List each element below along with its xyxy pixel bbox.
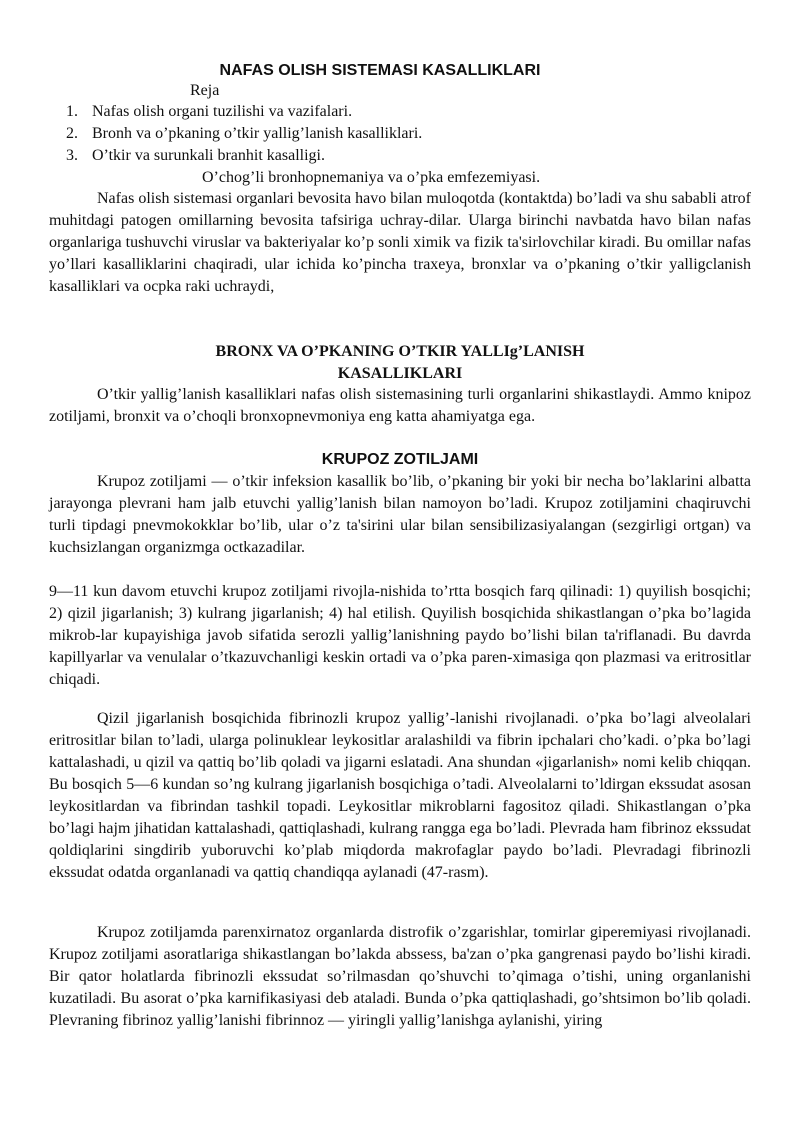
plan-item-number: 2. bbox=[66, 125, 78, 142]
plan-extra-text: O’chog’li bronhopnemaniya va o’pka emfezemiyasi. bbox=[202, 169, 541, 186]
plan-item-text: O’tkir va surunkali branhit kasalligi. bbox=[92, 147, 325, 164]
document-title-text: NAFAS OLISH SISTEMASI KASALLIKLARI bbox=[219, 62, 541, 79]
plan-item-text: Nafas olish organi tuzilishi va vazifalari. bbox=[92, 103, 353, 120]
plan-item bbox=[66, 145, 422, 167]
section2-paragraph-1: Krupoz zotiljami — o’tkir infeksion kasallik bo’lib, o’pkaning bir yoki bir necha bo’laklarini albatta jarayonga plevrani ham jalb etuvchi yallig’lanish bilan namoyon bo’ladi. Krupoz zotiljamini chaqiruvchi turli tipdagi pnevmokokklar bo’lib, ular o’z ta'sirini ular bilan sensibilizasiyalangan (sezgirligi ortgan) va kuchsizlangan organizmga octkazadilar. bbox=[49, 473, 751, 556]
plan-item-number: 3. bbox=[66, 147, 78, 164]
section2-paragraph-4: Krupoz zotiljamda parenxirnatoz organlarda distrofik o’zgarishlar, tomirlar giperemiyasi rivojlanadi. Krupoz zotiljami asoratlariga shikastlangan bo’lakda abssess, ba'zan o’pka gangrenasi paydo bo’lishi kiradi. Bir qator holatlarda fibrinozli ekssudat so’rilmasdan qo’shuvchi to’qimaga o’tishi, uning organlanishi kuzatiladi. Bu asorat o’pka karnifikasiyasi deb ataladi. Bunda o’pka qattiqlashadi, go’shtsimon bo’lib qoladi. Plevraning fibrinoz yallig’lanishi fibrinnoz — yiringli yallig’lanishga aylanishi, yiring bbox=[49, 924, 751, 1029]
intro-paragraph: Nafas olish sistemasi organlari bevosita havo bilan muloqotda (kontaktda) bo’ladi va shu sababli atrof muhitdagi patogen omillarning bevosita tafsiriga uchray-dilar. Ularga birinchi navbatda havo bilan nafas organlariga tushuvchi viruslar va bakteriyalar ko’p sonli ximik va fizik ta'sirlovchilar kiradi. Bu omillar nafas yo’llari kasalliklarini chaqiradi, ular ichida ko’pincha traxeya, bronxlar va o’pkaning o’tkir yalligclanish kasalliklari va ocpka raki uchraydi, bbox=[49, 190, 751, 295]
section-heading-krupoz: KRUPOZ ZOTILJAMI bbox=[321, 451, 479, 468]
section-heading-line: BRONX VA O’PKANING O’TKIR YALLIg’LANISH bbox=[215, 343, 585, 360]
section2-paragraph-3: Qizil jigarlanish bosqichida fibrinozli krupoz yallig’-lanishi rivojlanadi. o’pka bo’lagi alveolalari eritrositlar bilan to’ladi, ularga polinuklear leykositlar aralashildi va fibrin ipchalari cho’kadi. o’pka bo’lagi kattalashadi, u qizil va qattiq bo’lib qoladi va jigarni eslatadi. Ana shundan «jigarlanish» nomi kelib chiqqan. Bu bosqich 5—6 kundan so’ng kulrang jigarlanish bosqichiga o’tadi. Alveolalarni to’ldirgan ekssudat asosan leykositlardan va fibrindan tashkil topadi. Leykositlar mikroblarni fagositoz qiladi. Shikastlangan o’pka bo’lagi hajm jihatidan kattalashadi, qattiqlashadi, kulrang rangga ega bo’ladi. Plevrada ham fibrinoz ekssudat qoldiqlarini singdirib yuboruvchi ko’plab miqdorda makrofaglar paydo bo’ladi. Plevradagi fibrinozli ekssudat odatda organlanadi va qattiq chandiqqa aylanadi (47-rasm). bbox=[49, 710, 751, 881]
plan-item bbox=[66, 123, 422, 145]
plan-item bbox=[66, 101, 422, 123]
section-heading-line: KASALLIKLARI bbox=[337, 365, 463, 382]
plan-list bbox=[66, 101, 422, 167]
section-heading-bronx bbox=[49, 341, 751, 385]
section2-paragraph-2: 9—11 kun davom etuvchi krupoz zotiljami rivojla-nishida to’rtta bosqich farq qilinadi: 1) quyilish bosqichi; 2) qizil jigarlanish; 3) kulrang jigarlanish; 4) hal etilish. Quyilish bosqichida shikastlangan o’pka bo’lagida mikrob-lar kupayishiga javob sifatida serozli yallig’lanishning paydo bo’lishi bilan ta'riflanadi. Bu davrda kapillyarlar va venulalar o’tkazuvchanligi keskin ortadi va o’pka paren-ximasiga qon plazmasi va eritrositlar chiqadi. bbox=[49, 583, 751, 688]
document-title bbox=[0, 60, 800, 82]
section1-paragraph: O’tkir yallig’lanish kasalliklari nafas olish sistemasining turli organlarini shikastlaydi. Ammo knipoz zotiljami, bronxit va o’choqli bronxopnevmoniya eng katta ahamiyatga ega. bbox=[49, 386, 751, 425]
plan-item-number: 1. bbox=[66, 103, 78, 120]
plan-item-text: Bronh va o’pkaning o’tkir yallig’lanish kasalliklari. bbox=[92, 125, 423, 142]
plan-label: Reja bbox=[190, 82, 220, 99]
